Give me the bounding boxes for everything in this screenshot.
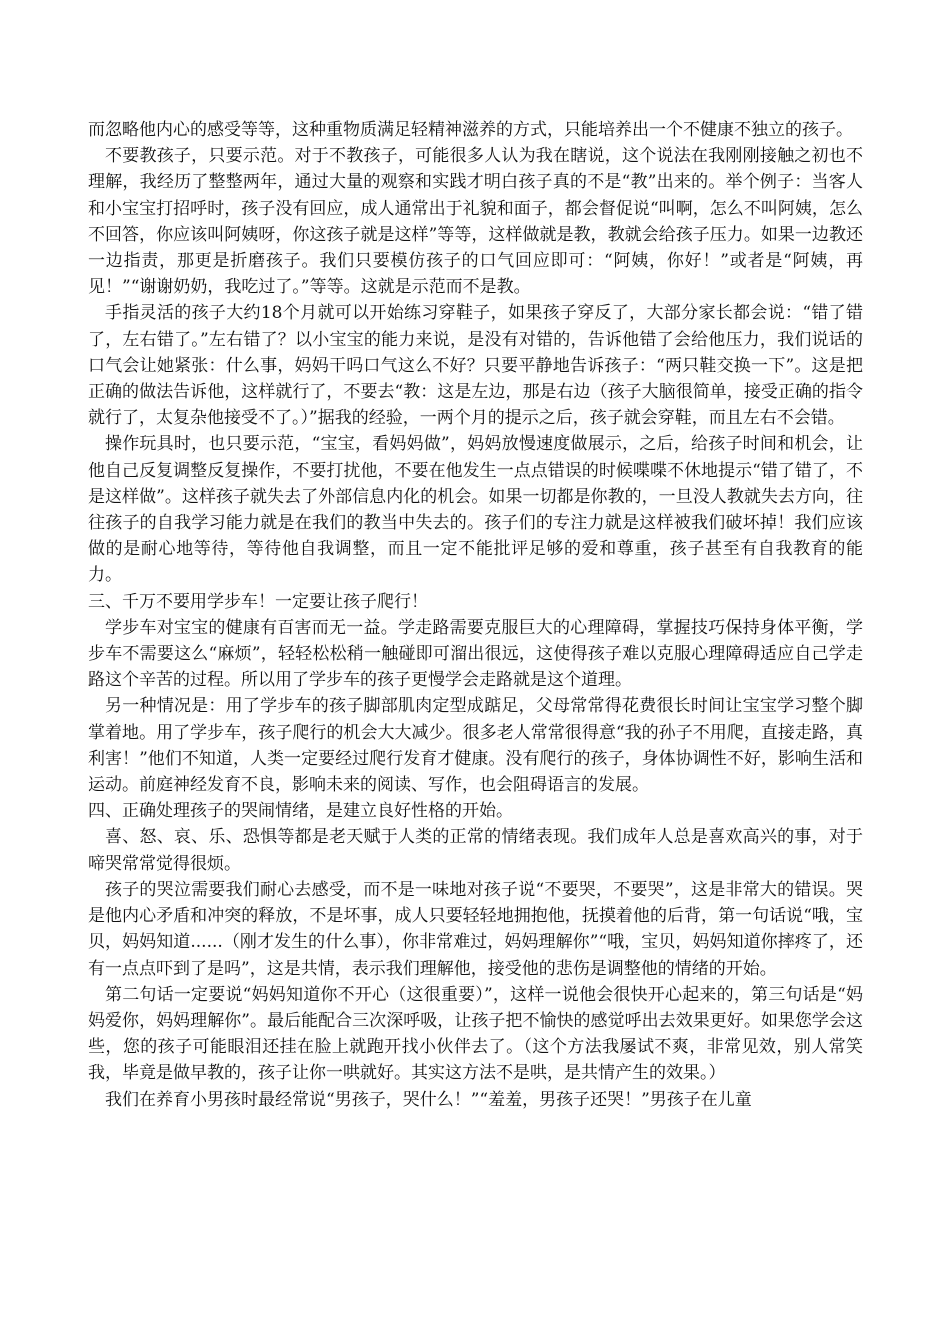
paragraph-emotions: 喜、怒、哀、乐、恐惧等都是老天赋于人类的正常的情绪表现。我们成年人总是喜欢高兴的事，对于啼哭常常觉得很烦。 (88, 827, 863, 874)
paragraph-toys: 操作玩具时，也只要示范，“宝宝，看妈妈做”，妈妈放慢速度做展示，之后，给孩子时间和机会，让他自己反复调整反复操作，不要打扰他，不要在他发生一点点错误的时候喋喋不休地提示“错了错了，不是这样做”。这样孩子就失去了外部信息内化的机会。如果一切都是你教的，一旦没人教就失去方向，往往孩子的自我学习能力就是在我们的教当中失去的。孩子们的专注力就是这样被我们破坏掉！我们应该做的是耐心地等待，等待他自我调整，而且一定不能批评足够的爱和尊重，孩子甚至有自我教育的能力。 (88, 434, 863, 586)
paragraph-boys: 我们在养育小男孩时最经常说“男孩子，哭什么！”“羞羞，男孩子还哭！”男孩子在儿童 (105, 1089, 752, 1110)
paragraph-walker: 学步车对宝宝的健康有百害而无一益。学走路需要克服巨大的心理障碍，掌握技巧保持身体平衡，学步车不需要这么“麻烦”，轻轻松松稍一触碰即可溜出很远，这使得孩子难以克服心理障碍适应自己学走路这个辛苦的过程。所以用了学步车的孩子更慢学会走路就是这个道理。 (88, 617, 863, 691)
paragraph-second-sentence: 第二句话一定要说“妈妈知道你不开心（这很重要）”，这样一说他会很快开心起来的，第三句话是“妈妈爱你，妈妈理解你”。最后能配合三次深呼吸，让孩子把不愉快的感觉呼出去效果更好。如果您学会这些，您的孩子可能眼泪还挂在脸上就跑开找小伙伴去了。（这个方法我屡试不爽，非常见效，别人常笑我，毕竟是做早教的，孩子让你一哄就好。其实这方法不是哄，是共情产生的效果。） (88, 984, 863, 1084)
section-heading-3: 三、千万不要用学步车！一定要让孩子爬行！ (88, 591, 428, 612)
document-page (88, 117, 863, 1113)
paragraph-crawling: 另一种情况是：用了学步车的孩子脚部肌肉定型成踮足，父母常常得花费很长时间让宝宝学习整个脚掌着地。用了学步车，孩子爬行的机会大大减少。很多老人常常很得意“我的孙子不用爬，直接走路，真利害！”他们不知道，人类一定要经过爬行发育才健康。没有爬行的孩子，身体协调性不好，影响生活和运动。前庭神经发育不良，影响未来的阅读、写作，也会阻碍语言的发展。 (88, 696, 863, 796)
paragraph-crying: 孩子的哭泣需要我们耐心去感受，而不是一味地对孩子说“不要哭，不要哭”，这是非常大的错误。哭是他内心矛盾和冲突的释放，不是坏事，成人只要轻轻地拥抱他，抚摸着他的后背，第一句话说“哦，宝贝，妈妈知道......（刚才发生的什么事），你非常难过，妈妈理解你”“哦，宝贝，妈妈知道你摔疼了，还有一点点吓到了是吗”，这是共情，表示我们理解他，接受他的悲伤是调整他的情绪的开始。 (88, 879, 863, 979)
paragraph-shoes: 手指灵活的孩子大约18个月就可以开始练习穿鞋子，如果孩子穿反了，大部分家长都会说：“错了错了，左右错了。”左右错了？以小宝宝的能力来说，是没有对错的，告诉他错了会给他压力，我们说话的口气会让她紧张：什么事，妈妈干吗口气这么不好？只要平静地告诉孩子：“两只鞋交换一下”。这是把正确的做法告诉他，这样就行了，不要去“教：这是左边，那是右边（孩子大脑很简单，接受正确的指令就行了，太复杂他接受不了。）”据我的经验，一两个月的提示之后，孩子就会穿鞋，而且左右不会错。 (88, 303, 863, 429)
paragraph-continuation: 而忽略他内心的感受等等，这种重物质满足轻精神滋养的方式，只能培养出一个不健康不独立的孩子。 (88, 120, 853, 140)
section-heading-4: 四、正确处理孩子的哭闹情绪，是建立良好性格的开始。 (88, 801, 513, 822)
paragraph-demonstrate-not-teach: 不要教孩子，只要示范。对于不教孩子，可能很多人认为我在瞎说，这个说法在我刚刚接触之初也不理解，我经历了整整两年，通过大量的观察和实践才明白孩子真的不是“教”出来的。举个例子：当客人和小宝宝打招呼时，孩子没有回应，成人通常出于礼貌和面子，都会督促说“叫啊，怎么不叫阿姨，怎么不回答，你应该叫阿姨呀，你这孩子就是这样”等等，这样做就是教，教就会给孩子压力。如果一边教还一边指责，那更是折磨孩子。我们只要模仿孩子的口气回应即可：“阿姨，你好！”或者是“阿姨，再见！”“谢谢奶奶，我吃过了。”等等。这就是示范而不是教。 (88, 146, 863, 298)
